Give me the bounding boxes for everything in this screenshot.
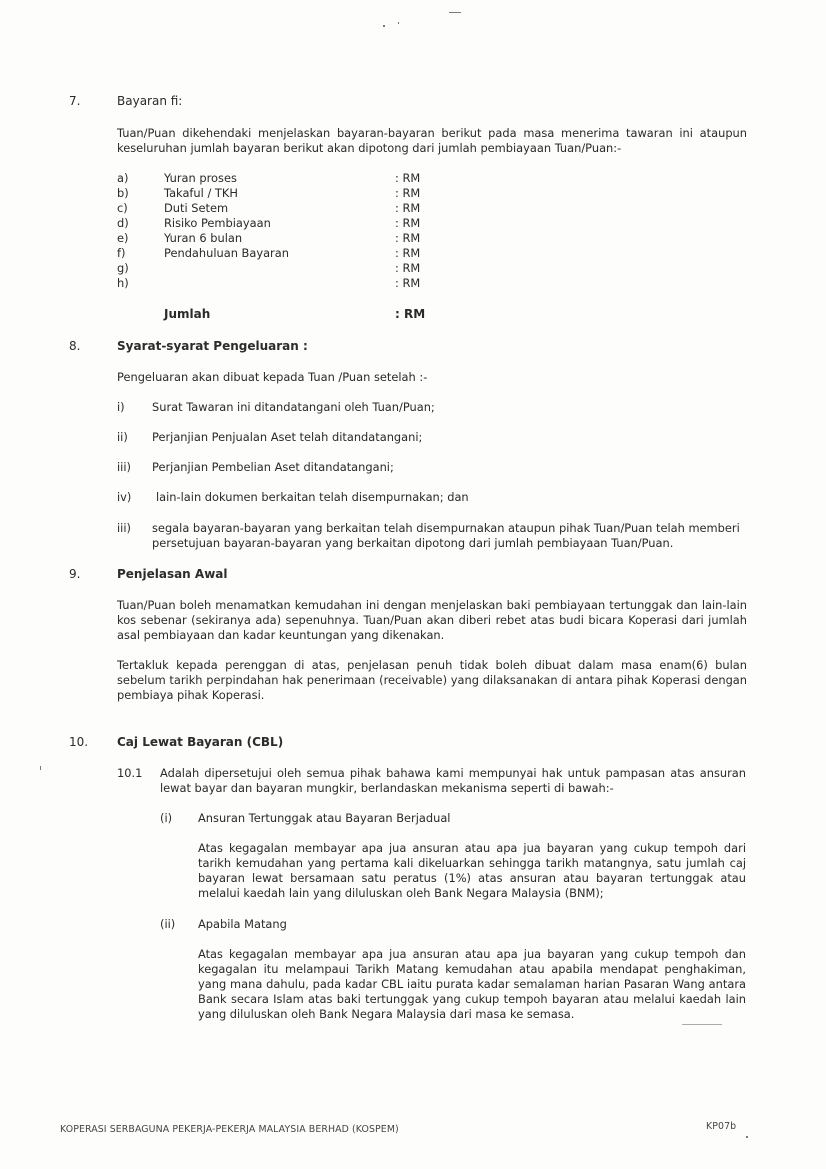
fee-row xyxy=(117,231,447,246)
section-8-intro: Pengeluaran akan dibuat kepada Tuan /Puan setelah :- xyxy=(117,370,428,384)
fee-label: Risiko Pembiayaan xyxy=(164,216,271,230)
condition-text: lain-lain dokumen berkaitan telah disempurnakan; dan xyxy=(156,490,469,504)
fee-row xyxy=(117,261,447,276)
section-8-title: Syarat-syarat Pengeluaran : xyxy=(117,339,308,353)
fee-key: e) xyxy=(117,231,129,245)
fee-amount: : RM xyxy=(395,276,421,290)
fee-key: b) xyxy=(117,186,129,200)
fee-key: a) xyxy=(117,171,129,185)
section-7-number: 7. xyxy=(69,94,81,108)
fee-row xyxy=(117,186,447,201)
fee-label: Yuran proses xyxy=(164,171,237,185)
condition-key: iii) xyxy=(117,460,131,474)
subclause-ii-key: (ii) xyxy=(160,917,176,931)
condition-text: Perjanjian Pembelian Aset ditandatangani; xyxy=(152,460,394,474)
subclause-ii-text: Atas kegagalan membayar apa jua ansuran atau apa jua bayaran yang cukup tempoh dan kegagalan itu melampaui Tarikh Matang kemudahan atau apabila mendapat penghakiman, yang mana dahulu, pada kadar CBL iaitu purata kadar semalaman harian Pasaran Wang antara Bank secara Islam atas baki tertunggak yang cukup tempoh bayaran atau melalui kaedah lain yang diluluskan oleh Bank Negara Malaysia dari masa ke semasa. xyxy=(198,947,746,1021)
fee-amount: : RM xyxy=(395,201,421,215)
clause-10-1-text: Adalah dipersetujui oleh semua pihak bahawa kami mempunyai hak untuk pampasan atas ansuran lewat bayar dan bayaran mungkir, berlandaskan mekanisma seperti di bawah:- xyxy=(160,766,746,795)
fee-total-row xyxy=(117,307,447,322)
fee-label: Yuran 6 bulan xyxy=(164,231,243,245)
fee-key: f) xyxy=(117,246,126,260)
section-7-title: Bayaran fi: xyxy=(117,94,183,108)
scan-mark xyxy=(398,22,399,24)
fee-key: g) xyxy=(117,261,129,275)
footer-form-code: KP07b xyxy=(706,1121,737,1132)
subclause-ii-title: Apabila Matang xyxy=(198,917,287,931)
fee-amount: : RM xyxy=(395,171,421,185)
fee-label: Duti Setem xyxy=(164,201,229,215)
fee-label: Pendahuluan Bayaran xyxy=(164,246,289,260)
section-10-number: 10. xyxy=(69,735,89,749)
fee-amount: : RM xyxy=(395,261,421,275)
condition-key: i) xyxy=(117,400,125,414)
section-7-intro: Tuan/Puan dikehendaki menjelaskan bayaran-bayaran berikut pada masa menerima tawaran ini ataupun keseluruhan jumlah bayaran berikut akan dipotong dari jumlah pembiayaan Tuan/Puan:- xyxy=(117,126,747,155)
condition-key: iii) xyxy=(117,521,131,535)
condition-key: iv) xyxy=(117,490,132,504)
section-10-title: Caj Lewat Bayaran (CBL) xyxy=(117,735,284,749)
subclause-i-text: Atas kegagalan membayar apa jua ansuran atau apa jua bayaran yang cukup tempoh dari tarikh kemudahan yang pertama kali dikeluarkan sehingga tarikh matangnya, satu jumlah caj bayaran lewat bersamaan satu peratus (1%) atas ansuran atau bayaran tertunggak atau melalui kaedah lain yang diluluskan oleh Bank Negara Malaysia (BNM); xyxy=(198,841,746,900)
fee-row xyxy=(117,171,447,186)
fee-row xyxy=(117,246,447,261)
fee-amount: : RM xyxy=(395,186,421,200)
fee-amount: : RM xyxy=(395,246,421,260)
fee-row xyxy=(117,216,447,231)
fee-total-label: Jumlah xyxy=(164,307,211,321)
section-9-title: Penjelasan Awal xyxy=(117,567,228,581)
scan-mark xyxy=(746,1136,748,1138)
fee-total-amount: : RM xyxy=(395,307,426,321)
fee-row xyxy=(117,201,447,216)
scan-mark xyxy=(449,12,461,13)
condition-text: Surat Tawaran ini ditandatangani oleh Tuan/Puan; xyxy=(152,400,435,414)
section-9-number: 9. xyxy=(69,567,81,581)
fee-amount: : RM xyxy=(395,231,421,245)
fee-key: h) xyxy=(117,276,129,290)
subclause-i-key: (i) xyxy=(160,811,173,825)
condition-key: ii) xyxy=(117,430,128,444)
section-9-paragraph-1: Tuan/Puan boleh menamatkan kemudahan ini dengan menjelaskan baki pembiayaan tertunggak dan lain-lain kos sebenar (sekiranya ada) sepenuhnya. Tuan/Puan akan diberi rebet atas budi bicara Koperasi dari jumlah asal pembiayaan dan kadar keuntungan yang dikenakan. xyxy=(117,598,747,642)
section-9-paragraph-2: Tertakluk kepada perenggan di atas, penjelasan penuh tidak boleh dibuat dalam masa enam(6) bulan sebelum tarikh perpindahan hak penerimaan (receivable) yang dilaksanakan di antara pihak Koperasi dengan pembiaya pihak Koperasi. xyxy=(117,658,747,702)
fee-key: c) xyxy=(117,201,128,215)
subclause-i-title: Ansuran Tertunggak atau Bayaran Berjadual xyxy=(198,811,451,825)
fee-label: Takaful / TKH xyxy=(164,186,238,200)
fee-key: d) xyxy=(117,216,129,230)
condition-text: segala bayaran-bayaran yang berkaitan telah disempurnakan ataupun pihak Tuan/Puan telah memberi persetujuan bayaran-bayaran yang berkaitan dipotong dari jumlah pembiayaan Tuan/Puan. xyxy=(152,521,740,550)
scan-mark xyxy=(40,766,41,770)
footer-organization: KOPERASI SERBAGUNA PEKERJA-PEKERJA MALAYSIA BERHAD (KOSPEM) xyxy=(60,1124,399,1135)
condition-text: Perjanjian Penjualan Aset telah ditandatangani; xyxy=(152,430,423,444)
fee-row xyxy=(117,276,447,291)
scan-mark xyxy=(682,1024,722,1025)
section-8-number: 8. xyxy=(69,339,81,353)
clause-10-1-number: 10.1 xyxy=(117,766,143,780)
fee-amount: : RM xyxy=(395,216,421,230)
scan-mark xyxy=(383,25,385,27)
